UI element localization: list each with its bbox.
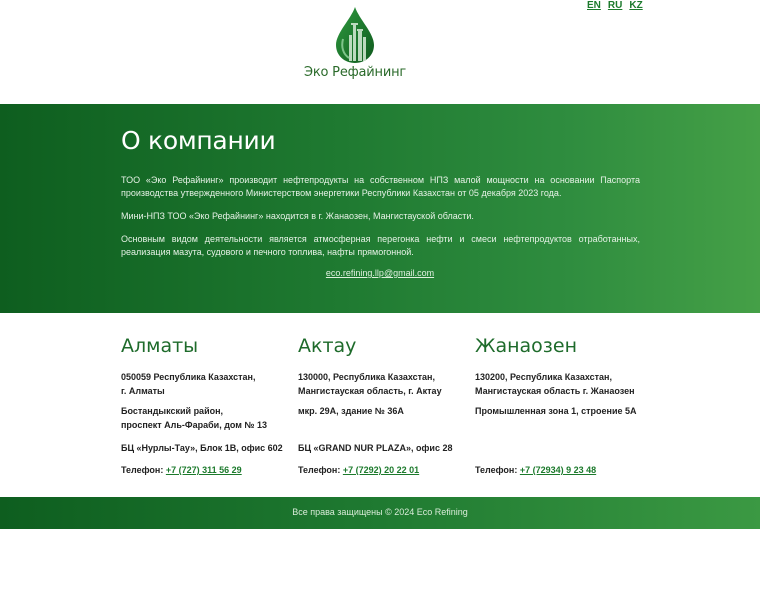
address-line: мкр. 29А, здание № 36А [298,406,404,416]
address-line: Мангистауская область г. Жанаозен [475,386,635,396]
address-line: проспект Аль-Фараби, дом № 13 [121,420,267,430]
office-zhanaozen [475,334,645,475]
office-city: Актау [298,335,357,357]
phone-label: Телефон: [298,465,341,475]
email-link[interactable]: eco.refining.llp@gmail.com [325,268,435,278]
phone-line [298,463,419,477]
office-aktau [298,334,468,475]
address-line: Бостандыкский район, [121,406,224,416]
copyright-text: Все права защищены © 2024 Eco Refining [292,507,468,517]
oil-drop-icon [333,5,377,65]
phone-link[interactable]: +7 (72934) 9 23 48 [519,465,597,475]
office-almaty [121,334,291,475]
phone-label: Телефон: [121,465,164,475]
phone-link[interactable]: +7 (727) 311 56 29 [165,465,242,475]
phone-line [121,463,242,477]
address-line: 130200, Республика Казахстан, [475,372,612,382]
about-section [0,104,760,313]
address-line: БЦ «Нурлы-Тау», Блок 1В, офис 602 [121,443,283,453]
office-city: Жанаозен [475,335,578,357]
phone-link[interactable]: +7 (7292) 20 22 01 [342,465,420,475]
lang-kz-link[interactable]: KZ [629,0,643,11]
office-city: Алматы [121,335,199,357]
about-paragraph-2: Мини-НПЗ ТОО «Эко Рефайнинг» находится в г. Жанаозен, Мангистауской области. [121,211,474,221]
phone-line [475,463,596,477]
about-paragraph-1: ТОО «Эко Рефайнинг» производит нефтепродукты на собственном НПЗ малой мощности на основании Паспорта производства утвержденного Министерством энергетики Республики Казахстан от 05 декабря 2023 года. [121,175,640,198]
phone-label: Телефон: [475,465,518,475]
address-line: 050059 Республика Казахстан, [121,372,256,382]
address-line: Мангистауская область, г. Актау [298,386,442,396]
language-switcher [587,0,643,12]
address-line: г. Алматы [121,386,165,396]
brand-name: Эко Рефайнинг [303,65,407,80]
about-title: О компании [121,126,276,155]
about-paragraph-3: Основным видом деятельности является атмосферная перегонка нефти и смеси нефтепродуктов отработанных, реализация мазута, судового и печного топлива, нафты прямогонной. [121,234,640,257]
lang-ru-link[interactable]: RU [607,0,623,11]
logo[interactable] [290,5,420,85]
address-line: БЦ «GRAND NUR PLAZA», офис 28 [298,443,453,453]
lang-en-link[interactable]: EN [587,0,601,11]
footer [0,497,760,529]
address-line: Промышленная зона 1, строение 5А [475,406,637,416]
address-line: 130000, Республика Казахстан, [298,372,435,382]
